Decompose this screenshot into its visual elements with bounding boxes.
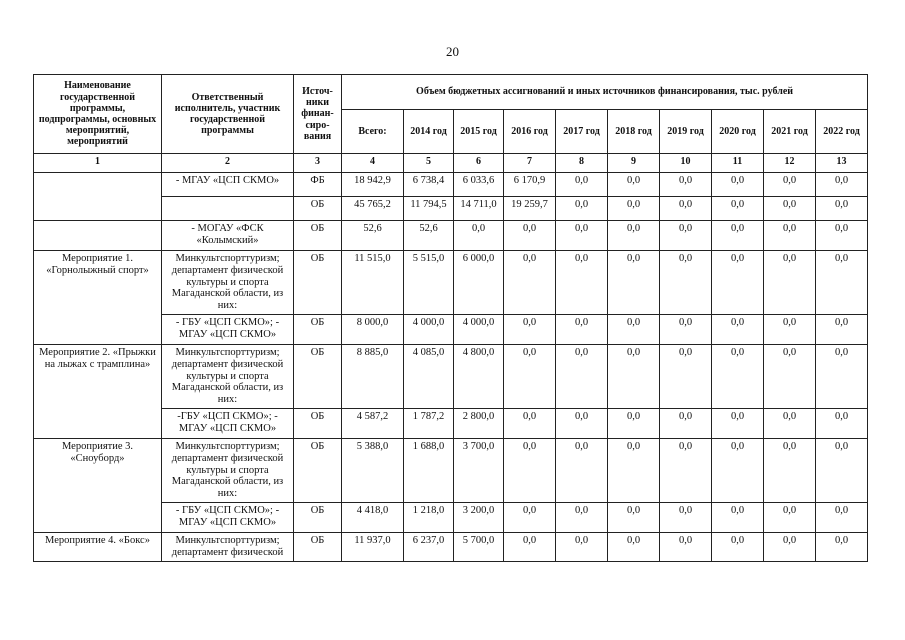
value-cell: 0,0	[712, 409, 764, 439]
value-cell: 0,0	[712, 197, 764, 221]
value-cell: 0,0	[660, 439, 712, 503]
source-cell: ОБ	[294, 503, 342, 533]
value-cell: 0,0	[504, 315, 556, 345]
source-cell: ОБ	[294, 345, 342, 409]
value-cell: 0,0	[556, 503, 608, 533]
value-cell: 0,0	[660, 315, 712, 345]
value-cell: 0,0	[556, 409, 608, 439]
budget-table	[33, 74, 868, 562]
value-cell: 5 388,0	[342, 439, 404, 503]
executor-cell: Минкультспорттуризм; департамент физической культуры и спорта Магаданской области, из них:	[162, 439, 294, 503]
value-cell: 0,0	[712, 315, 764, 345]
column-number: 8	[556, 154, 608, 173]
value-cell: 0,0	[660, 533, 712, 562]
executor-cell: - МГАУ «ЦСП СКМО»	[162, 173, 294, 197]
table-row	[34, 439, 868, 503]
header-year: 2017 год	[556, 110, 608, 154]
value-cell: 4 587,2	[342, 409, 404, 439]
value-cell: 0,0	[556, 345, 608, 409]
value-cell: 0,0	[608, 173, 660, 197]
value-cell: 0,0	[556, 439, 608, 503]
value-cell: 4 000,0	[454, 315, 504, 345]
header-total: Всего:	[342, 110, 404, 154]
header-funding-source: Источ-ники финан-сиро-вания	[294, 75, 342, 154]
value-cell: 0,0	[504, 221, 556, 251]
source-cell: ОБ	[294, 197, 342, 221]
value-cell: 0,0	[504, 251, 556, 315]
source-cell: ОБ	[294, 315, 342, 345]
column-number: 5	[404, 154, 454, 173]
value-cell: 4 000,0	[404, 315, 454, 345]
header-year: 2015 год	[454, 110, 504, 154]
value-cell: 45 765,2	[342, 197, 404, 221]
executor-cell: Минкультспорттуризм; департамент физической культуры и спорта Магаданской области, из них:	[162, 251, 294, 315]
value-cell: 6 000,0	[454, 251, 504, 315]
column-number: 10	[660, 154, 712, 173]
value-cell: 1 787,2	[404, 409, 454, 439]
value-cell: 52,6	[404, 221, 454, 251]
value-cell: 11 937,0	[342, 533, 404, 562]
value-cell: 18 942,9	[342, 173, 404, 197]
value-cell: 0,0	[608, 315, 660, 345]
table-row	[34, 533, 868, 562]
value-cell: 0,0	[660, 503, 712, 533]
value-cell: 6 170,9	[504, 173, 556, 197]
value-cell: 4 085,0	[404, 345, 454, 409]
value-cell: 0,0	[712, 173, 764, 197]
value-cell: 3 200,0	[454, 503, 504, 533]
value-cell: 0,0	[660, 173, 712, 197]
value-cell: 0,0	[816, 533, 868, 562]
source-cell: ОБ	[294, 251, 342, 315]
value-cell: 0,0	[764, 409, 816, 439]
column-number: 9	[608, 154, 660, 173]
value-cell: 0,0	[764, 345, 816, 409]
executor-cell: - ГБУ «ЦСП СКМО»; - МГАУ «ЦСП СКМО»	[162, 503, 294, 533]
header-year: 2019 год	[660, 110, 712, 154]
header-year: 2016 год	[504, 110, 556, 154]
program-name-cell	[34, 173, 162, 221]
value-cell: 0,0	[816, 315, 868, 345]
program-name-cell: Мероприятие 1. «Горнолыжный спорт»	[34, 251, 162, 345]
source-cell: ОБ	[294, 439, 342, 503]
program-name-cell: Мероприятие 3. «Сноуборд»	[34, 439, 162, 533]
program-name-cell: Мероприятие 2. «Прыжки на лыжах с трамплина»	[34, 345, 162, 439]
value-cell: 0,0	[816, 251, 868, 315]
value-cell: 0,0	[764, 315, 816, 345]
value-cell: 11 794,5	[404, 197, 454, 221]
column-number: 2	[162, 154, 294, 173]
value-cell: 0,0	[712, 439, 764, 503]
value-cell: 0,0	[816, 197, 868, 221]
value-cell: 11 515,0	[342, 251, 404, 315]
value-cell: 0,0	[556, 173, 608, 197]
value-cell: 4 800,0	[454, 345, 504, 409]
table-row	[34, 221, 868, 251]
header-program-name: Наименование государственной программы, подпрограммы, основных мероприятий, мероприятий	[34, 75, 162, 154]
value-cell: 0,0	[556, 197, 608, 221]
value-cell: 5 700,0	[454, 533, 504, 562]
value-cell: 0,0	[712, 503, 764, 533]
column-number: 12	[764, 154, 816, 173]
header-year: 2014 год	[404, 110, 454, 154]
value-cell: 14 711,0	[454, 197, 504, 221]
source-cell: ОБ	[294, 533, 342, 562]
executor-cell: - ГБУ «ЦСП СКМО»; - МГАУ «ЦСП СКМО»	[162, 315, 294, 345]
value-cell: 52,6	[342, 221, 404, 251]
value-cell: 0,0	[504, 409, 556, 439]
source-cell: ОБ	[294, 221, 342, 251]
value-cell: 0,0	[816, 409, 868, 439]
source-cell: ФБ	[294, 173, 342, 197]
value-cell: 6 033,6	[454, 173, 504, 197]
header-year: 2021 год	[764, 110, 816, 154]
value-cell: 8 885,0	[342, 345, 404, 409]
executor-cell: Минкультспорттуризм; департамент физической	[162, 533, 294, 562]
header-year: 2020 год	[712, 110, 764, 154]
value-cell: 0,0	[712, 221, 764, 251]
value-cell: 0,0	[660, 221, 712, 251]
value-cell: 0,0	[816, 173, 868, 197]
value-cell: 6 237,0	[404, 533, 454, 562]
value-cell: 0,0	[608, 345, 660, 409]
column-number: 7	[504, 154, 556, 173]
value-cell: 0,0	[504, 439, 556, 503]
column-number: 6	[454, 154, 504, 173]
value-cell: 0,0	[608, 409, 660, 439]
value-cell: 0,0	[556, 315, 608, 345]
header-year: 2018 год	[608, 110, 660, 154]
column-numbers-row	[34, 154, 868, 173]
table-row	[34, 173, 868, 197]
value-cell: 0,0	[608, 251, 660, 315]
value-cell: 0,0	[504, 503, 556, 533]
value-cell: 5 515,0	[404, 251, 454, 315]
value-cell: 0,0	[816, 439, 868, 503]
page-number: 20	[446, 44, 459, 59]
value-cell: 8 000,0	[342, 315, 404, 345]
value-cell: 0,0	[454, 221, 504, 251]
value-cell: 0,0	[764, 251, 816, 315]
header-row-1	[34, 75, 868, 110]
value-cell: 0,0	[764, 221, 816, 251]
value-cell: 0,0	[556, 251, 608, 315]
value-cell: 0,0	[660, 345, 712, 409]
source-cell: ОБ	[294, 409, 342, 439]
column-number: 3	[294, 154, 342, 173]
column-number: 11	[712, 154, 764, 173]
executor-cell	[162, 197, 294, 221]
header-year: 2022 год	[816, 110, 868, 154]
value-cell: 0,0	[504, 533, 556, 562]
value-cell: 0,0	[660, 251, 712, 315]
value-cell: 1 688,0	[404, 439, 454, 503]
value-cell: 3 700,0	[454, 439, 504, 503]
value-cell: 0,0	[608, 503, 660, 533]
value-cell: 0,0	[816, 503, 868, 533]
value-cell: 0,0	[608, 197, 660, 221]
program-name-cell	[34, 221, 162, 251]
value-cell: 6 738,4	[404, 173, 454, 197]
value-cell: 0,0	[556, 533, 608, 562]
value-cell: 0,0	[712, 345, 764, 409]
column-number: 4	[342, 154, 404, 173]
executor-cell: -ГБУ «ЦСП СКМО»; - МГАУ «ЦСП СКМО»	[162, 409, 294, 439]
header-budget-group: Объем бюджетных ассигнований и иных источников финансирования, тыс. рублей	[342, 75, 868, 110]
header-executor: Ответственный исполнитель, участник государственной программы	[162, 75, 294, 154]
column-number: 1	[34, 154, 162, 173]
value-cell: 0,0	[764, 173, 816, 197]
value-cell: 0,0	[608, 221, 660, 251]
program-name-cell: Мероприятие 4. «Бокс»	[34, 533, 162, 562]
value-cell: 2 800,0	[454, 409, 504, 439]
value-cell: 0,0	[764, 197, 816, 221]
value-cell: 0,0	[764, 503, 816, 533]
value-cell: 0,0	[660, 409, 712, 439]
value-cell: 19 259,7	[504, 197, 556, 221]
value-cell: 4 418,0	[342, 503, 404, 533]
executor-cell: Минкультспорттуризм; департамент физической культуры и спорта Магаданской области, из них:	[162, 345, 294, 409]
value-cell: 0,0	[816, 221, 868, 251]
value-cell: 0,0	[608, 533, 660, 562]
value-cell: 0,0	[504, 345, 556, 409]
table-row	[34, 345, 868, 409]
value-cell: 0,0	[764, 439, 816, 503]
value-cell: 0,0	[556, 221, 608, 251]
value-cell: 0,0	[816, 345, 868, 409]
value-cell: 1 218,0	[404, 503, 454, 533]
executor-cell: - МОГАУ «ФСК «Колымский»	[162, 221, 294, 251]
value-cell: 0,0	[712, 533, 764, 562]
value-cell: 0,0	[712, 251, 764, 315]
value-cell: 0,0	[764, 533, 816, 562]
value-cell: 0,0	[608, 439, 660, 503]
column-number: 13	[816, 154, 868, 173]
table-row	[34, 251, 868, 315]
value-cell: 0,0	[660, 197, 712, 221]
